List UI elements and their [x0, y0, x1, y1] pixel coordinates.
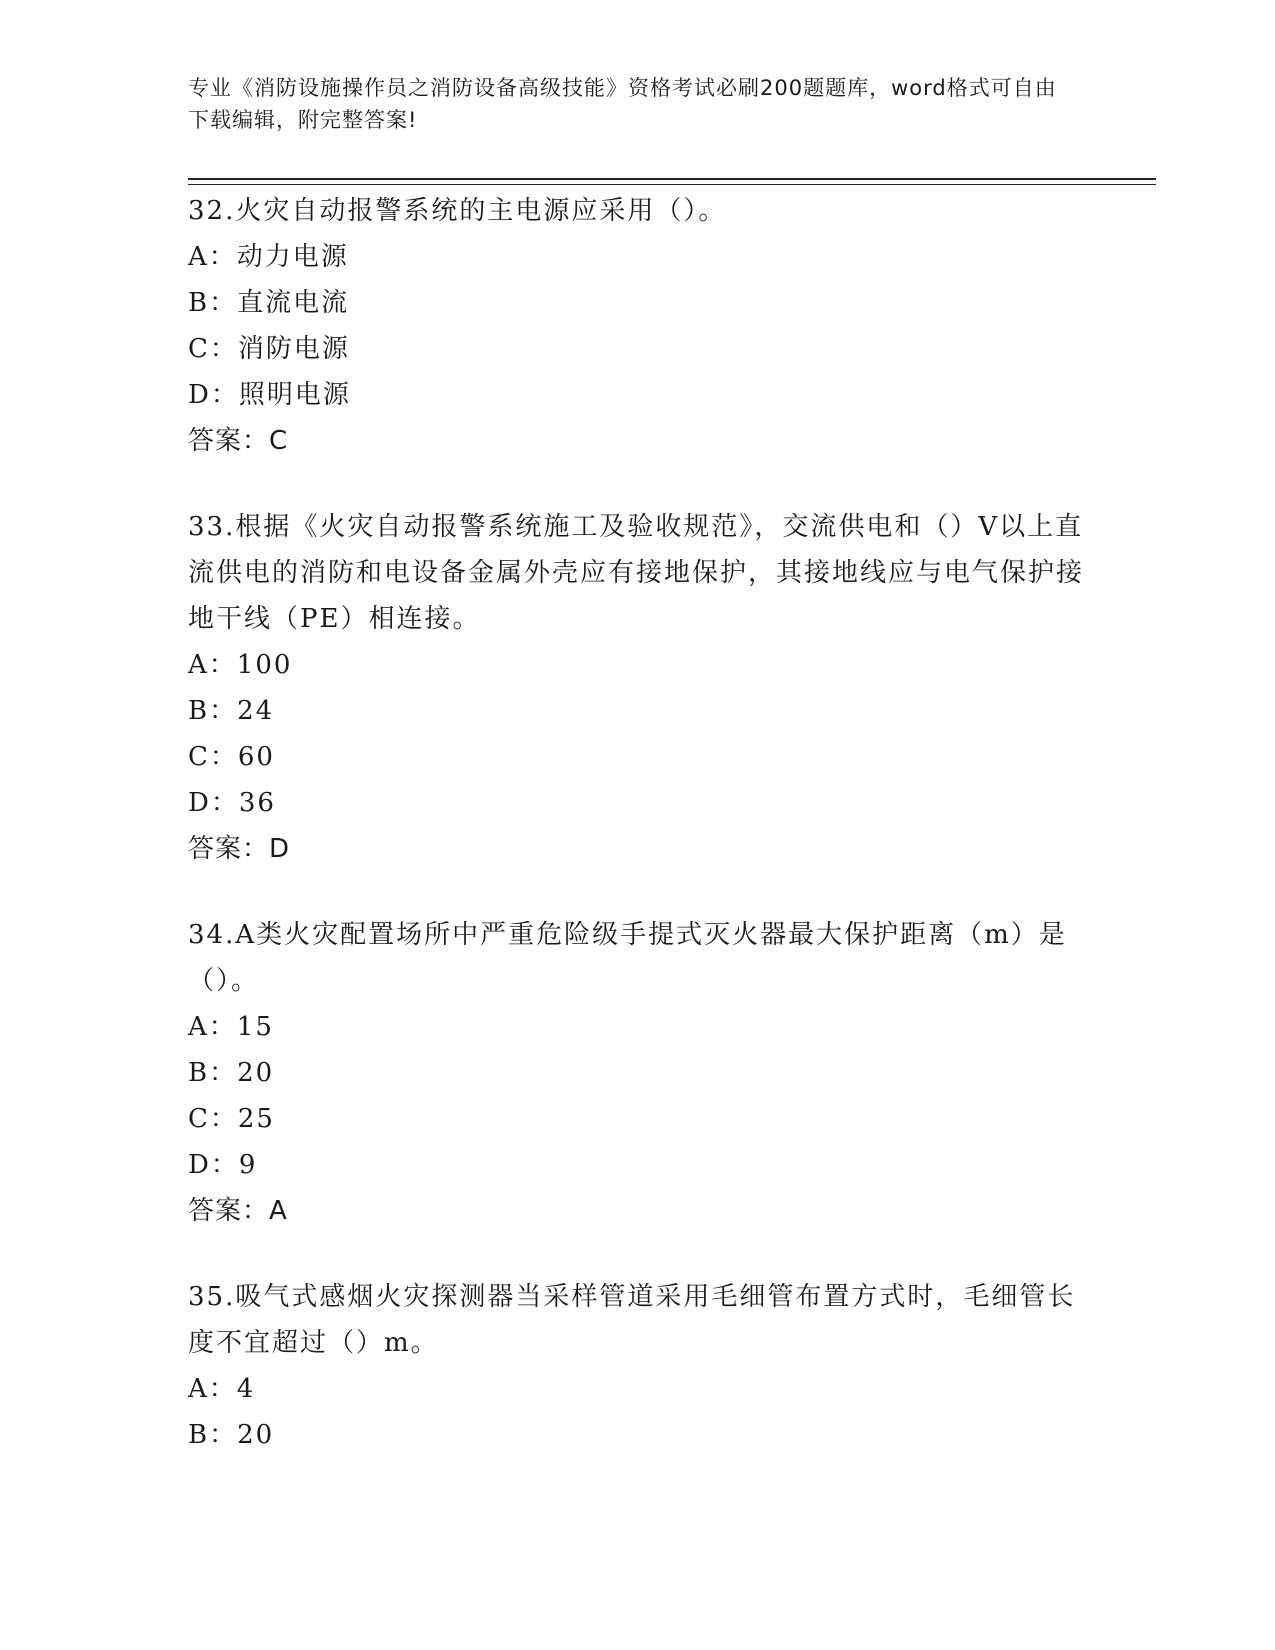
header-divider	[188, 178, 1156, 180]
question-32	[188, 188, 1088, 464]
option-b: B：20	[188, 1420, 275, 1450]
option-d: D：照明电源	[188, 380, 351, 410]
option-c: C：60	[188, 742, 275, 772]
question-stem: 32.火灾自动报警系统的主电源应采用（）。	[188, 196, 727, 226]
question-list	[188, 188, 1088, 1498]
option-c: C：消防电源	[188, 334, 350, 364]
header-divider-thin	[188, 184, 1156, 185]
question-34	[188, 912, 1088, 1234]
answer: 答案：C	[188, 426, 289, 456]
question-stem: 33.根据《火灾自动报警系统施工及验收规范》，交流供电和（）V以上直流供电的消防和电设备金属外壳应有接地保护，其接地线应与电气保护接地干线（PE）相连接。	[188, 512, 1085, 634]
question-33	[188, 504, 1088, 872]
question-35	[188, 1274, 1088, 1458]
page-header: 专业《消防设施操作员之消防设备高级技能》资格考试必刷200题题库，word格式可自由下载编辑，附完整答案!	[188, 76, 1057, 132]
option-a: A：100	[188, 650, 293, 680]
option-a: A：4	[188, 1374, 256, 1404]
option-c: C：25	[188, 1104, 275, 1134]
option-d: D：36	[188, 788, 276, 818]
answer: 答案：D	[188, 834, 291, 864]
answer: 答案：A	[188, 1196, 288, 1226]
question-stem: 34.A类火灾配置场所中严重危险级手提式灭火器最大保护距离（m）是（）。	[188, 920, 1067, 996]
option-a: A：动力电源	[188, 242, 349, 272]
option-b: B：24	[188, 696, 275, 726]
option-b: B：直流电流	[188, 288, 350, 318]
option-a: A：15	[188, 1012, 274, 1042]
option-d: D：9	[188, 1150, 258, 1180]
question-stem: 35.吸气式感烟火灾探测器当采样管道采用毛细管布置方式时，毛细管长度不宜超过（）m。	[188, 1282, 1076, 1358]
option-b: B：20	[188, 1058, 275, 1088]
